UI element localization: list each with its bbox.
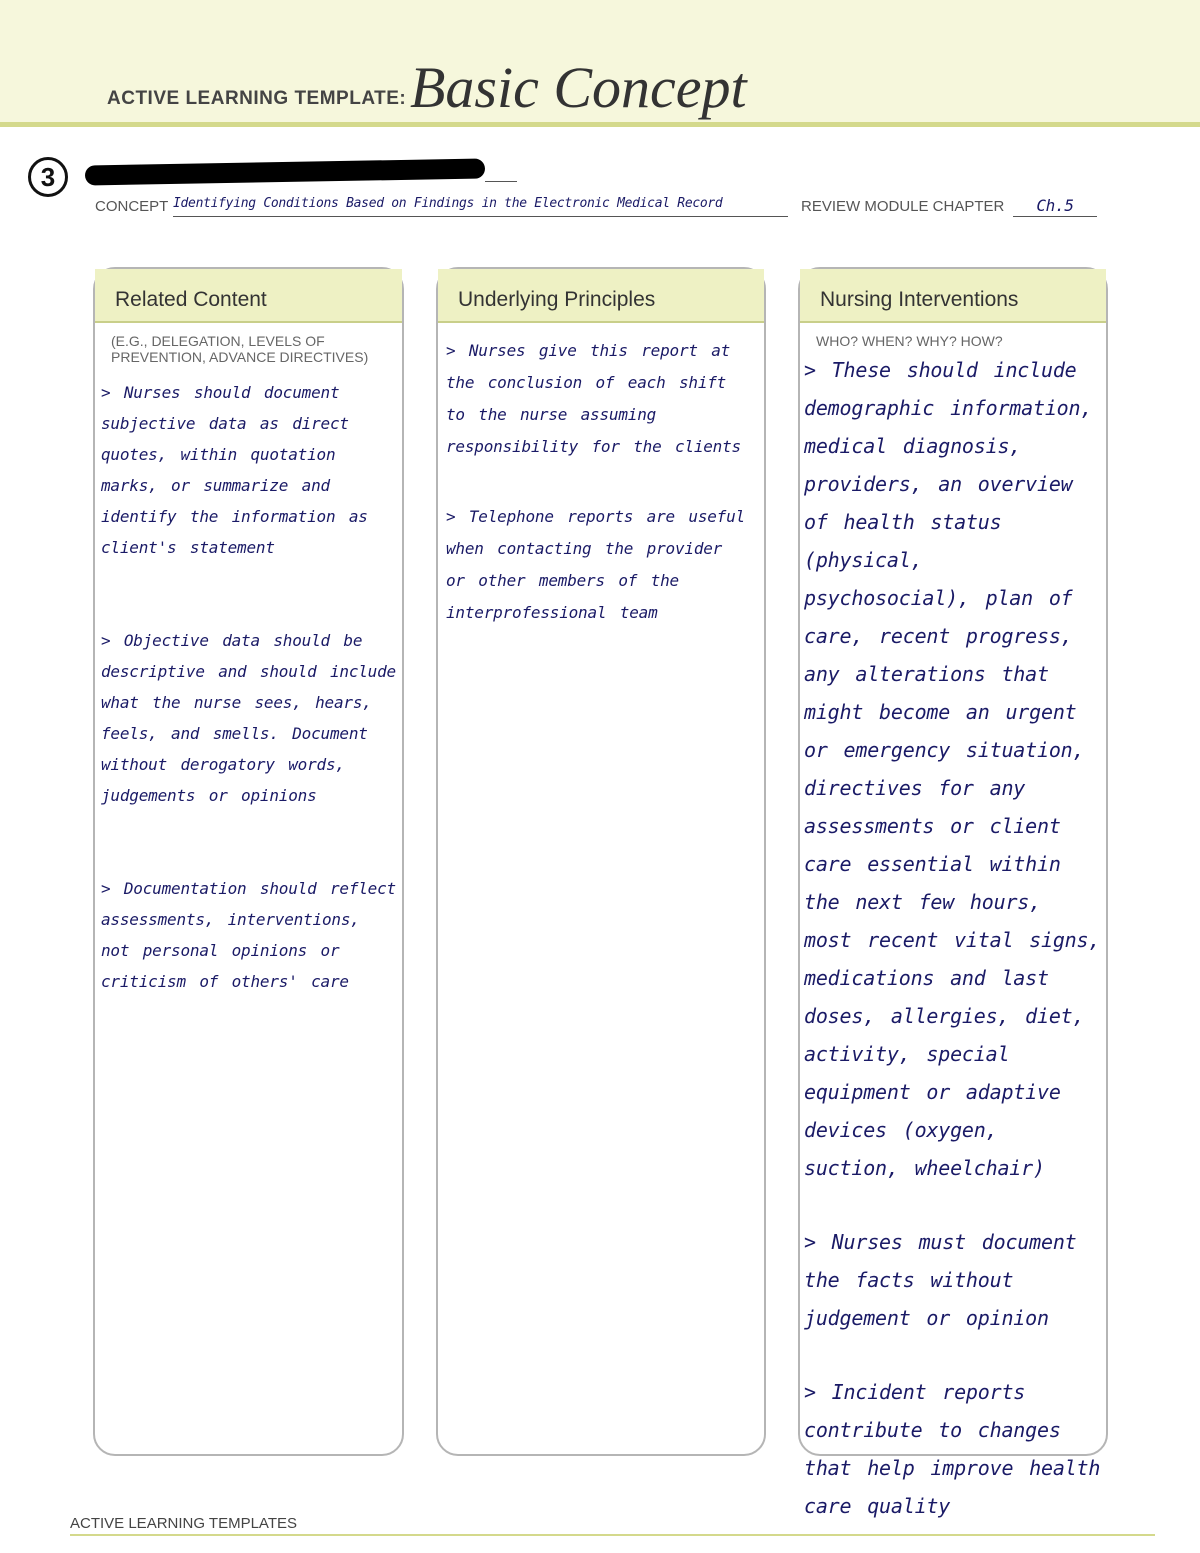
related-content-subtitle: (E.G., DELEGATION, LEVELS OF PREVENTION, ADVANCE DIRECTIVES) [111,333,369,365]
related-content-panel [93,267,404,1456]
nursing-interventions-panel [798,267,1108,1518]
template-title: Basic Concept [410,55,747,120]
redacted-name [85,159,485,186]
underlying-principles-notes[interactable] [438,323,764,629]
related-entry: > Nurses should document subjective data as direct quotes, within quotation marks, or summarize and identify the information as client's statement [101,383,368,557]
concept-row [95,196,1105,220]
principles-entry: > Nurses give this report at the conclusion of each shift to the nurse assuming responsibility for the clients [446,341,741,456]
interventions-entry: > These should include demographic information, medical diagnosis, providers, an overview of health status (physical, psychosocial), plan of care, recent progress, any alterations that might become an urgent or emergency situation, directives for any assessments or client care essential within the next few hours, most recent vital signs, medications and last doses, allergies, diet, activity, special equipment or adaptive devices (oxygen, suction, wheelchair) [804,358,1101,1180]
chapter-label: REVIEW MODULE CHAPTER [801,198,1005,215]
nursing-interventions-notes[interactable] [800,349,1106,1525]
interventions-entry: > Nurses must document the facts without judgement or opinion [804,1230,1077,1330]
name-line [485,181,517,182]
related-content-title: Related Content [95,269,402,323]
underlying-principles-panel [436,267,766,1456]
footer-label: ACTIVE LEARNING TEMPLATES [70,1515,297,1532]
underlying-principles-title: Underlying Principles [438,269,764,323]
related-entry: > Documentation should reflect assessments, interventions, not personal opinions or criticism of others' care [101,879,396,991]
header-rule [0,122,1200,127]
related-content-notes[interactable] [95,365,402,997]
interventions-entry: > Incident reports contribute to changes that help improve health care quality [804,1380,1101,1518]
chapter-field[interactable]: Ch.5 [1013,196,1097,217]
principles-entry: > Telephone reports are useful when contacting the provider or other members of the interprofessional team [446,507,745,622]
template-label: ACTIVE LEARNING TEMPLATE: [107,88,407,109]
concept-field[interactable]: Identifying Conditions Based on Findings in the Electronic Medical Record [173,196,788,217]
related-entry: > Objective data should be descriptive and should include what the nurse sees, hears, feels, and smells. Document without derogatory words, judgements or opinions [101,631,396,805]
footer-rule [70,1534,1155,1536]
circled-number: 3 [28,157,68,197]
nursing-interventions-subtitle: WHO? WHEN? WHY? HOW? [816,333,1003,349]
nursing-interventions-title: Nursing Interventions [800,269,1106,323]
concept-label: CONCEPT [95,198,169,215]
